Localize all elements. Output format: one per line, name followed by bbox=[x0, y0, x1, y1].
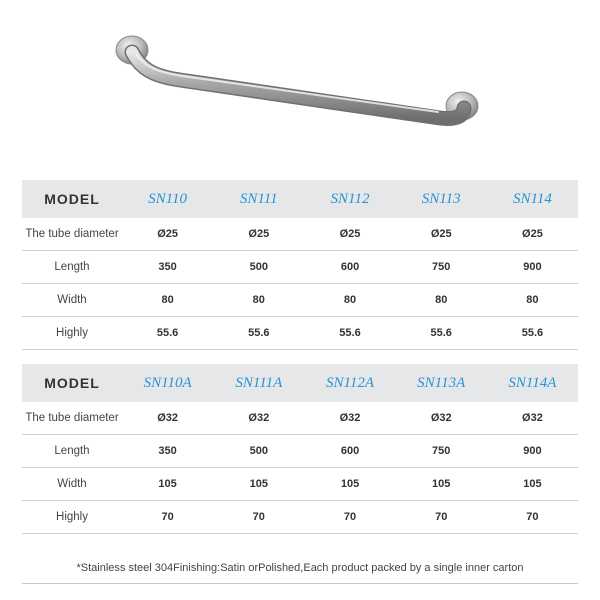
table-cell: 55.6 bbox=[521, 327, 544, 339]
table-cell: 900 bbox=[523, 261, 542, 273]
table-header-row bbox=[22, 180, 578, 218]
table-row-width bbox=[22, 468, 578, 501]
table-row-height bbox=[22, 501, 578, 534]
table-cell: Ø32 bbox=[248, 412, 270, 424]
table-cell: 105 bbox=[158, 478, 177, 490]
table-row-length bbox=[22, 435, 578, 468]
spec-table-sn110-series bbox=[22, 180, 578, 350]
table-cell: 55.6 bbox=[339, 327, 361, 339]
table-cell: 105 bbox=[523, 478, 542, 490]
table-cell: 70 bbox=[343, 511, 357, 523]
table-cell: 70 bbox=[252, 511, 265, 523]
row-label: Width bbox=[57, 294, 87, 306]
model-header-label: MODEL bbox=[44, 375, 100, 391]
table-cell: Ø32 bbox=[522, 412, 543, 424]
table-cell: 350 bbox=[158, 261, 177, 273]
table-cell: 500 bbox=[249, 261, 268, 273]
model-name: SN112 bbox=[330, 190, 370, 207]
model-name: SN113A bbox=[417, 374, 466, 391]
row-label: The tube diameter bbox=[25, 228, 119, 240]
table-cell: 105 bbox=[249, 478, 268, 490]
table-cell: 600 bbox=[340, 261, 360, 273]
footnote-text: *Stainless steel 304Finishing:Satin orPolished,Each product packed by a single inner carton bbox=[76, 562, 524, 574]
table-cell: 55.6 bbox=[156, 327, 179, 339]
table-cell: Ø25 bbox=[339, 228, 361, 240]
table-cell: Ø32 bbox=[430, 412, 452, 424]
table-cell: 70 bbox=[161, 511, 174, 523]
model-name: SN114 bbox=[512, 190, 552, 207]
table-cell: Ø32 bbox=[339, 412, 361, 424]
table-cell: 750 bbox=[432, 445, 451, 457]
row-label: Highly bbox=[56, 511, 88, 523]
table-cell: 105 bbox=[340, 478, 360, 490]
grab-bar-product-image bbox=[100, 28, 500, 148]
table-cell: 80 bbox=[435, 294, 448, 306]
model-header-label: MODEL bbox=[44, 191, 100, 207]
table-cell: 70 bbox=[526, 511, 539, 523]
table-cell: 600 bbox=[340, 445, 360, 457]
table-cell: Ø32 bbox=[157, 412, 178, 424]
table-cell: 80 bbox=[252, 294, 265, 306]
model-name: SN112A bbox=[325, 374, 375, 391]
table-cell: Ø25 bbox=[248, 228, 270, 240]
row-label: Length bbox=[54, 445, 90, 457]
table-cell: 80 bbox=[526, 294, 539, 306]
table-cell: Ø25 bbox=[522, 228, 543, 240]
row-label: Width bbox=[57, 478, 87, 490]
table-cell: 55.6 bbox=[430, 327, 452, 339]
table-cell: 750 bbox=[432, 261, 451, 273]
table-cell: 900 bbox=[523, 445, 542, 457]
model-name: SN111A bbox=[235, 374, 283, 391]
table-cell: 500 bbox=[249, 445, 268, 457]
table-cell: Ø25 bbox=[157, 228, 178, 240]
row-label: Highly bbox=[56, 327, 88, 339]
model-name: SN111 bbox=[239, 190, 278, 207]
table-cell: 105 bbox=[432, 478, 451, 490]
row-label: The tube diameter bbox=[25, 412, 119, 424]
model-name: SN110 bbox=[148, 190, 188, 207]
model-name: SN114A bbox=[508, 374, 557, 391]
model-name: SN113 bbox=[421, 190, 461, 207]
table-cell: 350 bbox=[158, 445, 177, 457]
model-name: SN110A bbox=[143, 374, 192, 391]
table-row-length bbox=[22, 251, 578, 284]
table-cell: 80 bbox=[343, 294, 357, 306]
table-cell: 55.6 bbox=[248, 327, 270, 339]
table-row-height bbox=[22, 317, 578, 350]
table-cell: 70 bbox=[435, 511, 448, 523]
table-cell: 80 bbox=[161, 294, 174, 306]
table-row-tube-diameter bbox=[22, 218, 578, 251]
table-row-tube-diameter bbox=[22, 402, 578, 435]
row-label: Length bbox=[54, 261, 90, 273]
footer-divider bbox=[22, 583, 578, 584]
table-cell: Ø25 bbox=[430, 228, 452, 240]
table-header-row bbox=[22, 364, 578, 402]
spec-table-sn110a-series bbox=[22, 364, 578, 534]
table-row-width bbox=[22, 284, 578, 317]
